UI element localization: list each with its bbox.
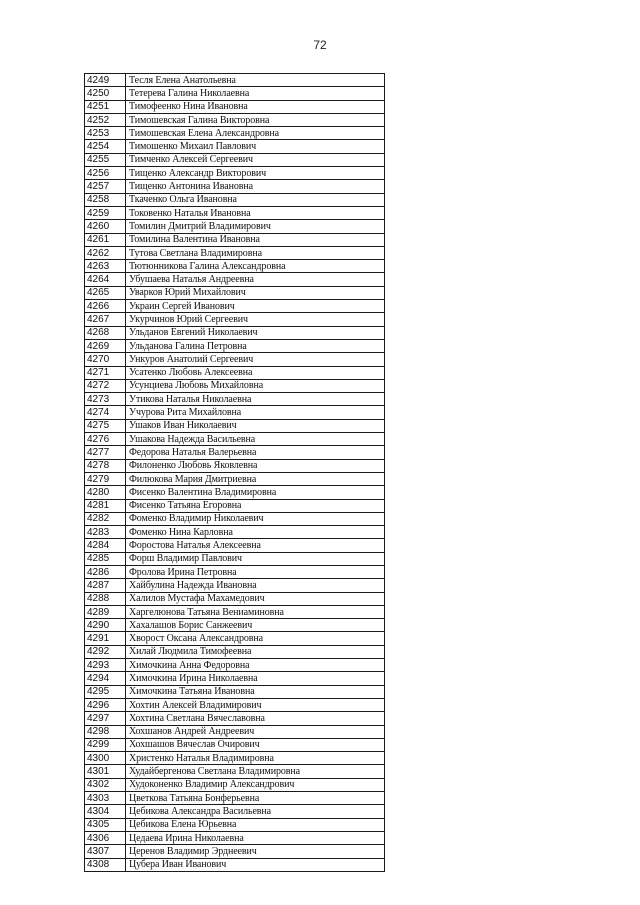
table-row (85, 180, 385, 193)
row-number: 4283 (85, 526, 126, 539)
page-number: 72 (313, 38, 327, 52)
row-number: 4295 (85, 685, 126, 698)
person-name: Тимофеенко Нина Ивановна (126, 100, 385, 113)
person-name: Усунциева Любовь Михайловна (126, 379, 385, 392)
table-row (85, 698, 385, 711)
table-row (85, 393, 385, 406)
table-row (85, 539, 385, 552)
person-name: Химочкина Татьяна Ивановна (126, 685, 385, 698)
table-row (85, 87, 385, 100)
table-row (85, 246, 385, 259)
row-number: 4296 (85, 698, 126, 711)
table-row (85, 286, 385, 299)
person-name: Ульданова Галина Петровна (126, 339, 385, 352)
row-number: 4259 (85, 206, 126, 219)
row-number: 4279 (85, 472, 126, 485)
row-number: 4294 (85, 672, 126, 685)
person-name: Харгелюнова Татьяна Вениаминовна (126, 605, 385, 618)
table-row (85, 486, 385, 499)
table-row (85, 339, 385, 352)
person-name: Убушаева Наталья Андреевна (126, 273, 385, 286)
person-name: Учурова Рита Михайловна (126, 406, 385, 419)
row-number: 4253 (85, 127, 126, 140)
person-name: Усатенко Любовь Алексеевна (126, 366, 385, 379)
person-name: Фоменко Владимир Николаевич (126, 512, 385, 525)
table-row (85, 113, 385, 126)
row-number: 4290 (85, 619, 126, 632)
person-name: Форостова Наталья Алексеевна (126, 539, 385, 552)
row-number: 4288 (85, 592, 126, 605)
person-name: Тесля Елена Анатольевна (126, 74, 385, 87)
person-name: Тетерева Галина Николаевна (126, 87, 385, 100)
row-number: 4255 (85, 153, 126, 166)
table-row (85, 738, 385, 751)
row-number: 4277 (85, 446, 126, 459)
table-row (85, 220, 385, 233)
person-name: Филоненко Любовь Яковлевна (126, 459, 385, 472)
table-row (85, 605, 385, 618)
row-number: 4251 (85, 100, 126, 113)
table-row (85, 685, 385, 698)
table-row (85, 579, 385, 592)
table-row (85, 206, 385, 219)
person-name: Химочкина Ирина Николаевна (126, 672, 385, 685)
person-name: Фисенко Валентина Владимировна (126, 486, 385, 499)
row-number: 4271 (85, 366, 126, 379)
table-row (85, 406, 385, 419)
person-name: Фролова Ирина Петровна (126, 565, 385, 578)
row-number: 4286 (85, 565, 126, 578)
table-row (85, 712, 385, 725)
row-number: 4274 (85, 406, 126, 419)
row-number: 4292 (85, 645, 126, 658)
table-row (85, 326, 385, 339)
row-number: 4280 (85, 486, 126, 499)
table-row (85, 512, 385, 525)
person-name: Тищенко Антонина Ивановна (126, 180, 385, 193)
row-number: 4260 (85, 220, 126, 233)
row-number: 4293 (85, 659, 126, 672)
person-name: Тимошенко Михаил Павлович (126, 140, 385, 153)
person-name: Токовенко Наталья Ивановна (126, 206, 385, 219)
person-name: Форш Владимир Павлович (126, 552, 385, 565)
person-name: Утикова Наталья Николаевна (126, 393, 385, 406)
person-name: Тимченко Алексей Сергеевич (126, 153, 385, 166)
person-name: Худоконенко Владимир Александрович (126, 778, 385, 791)
table-row (85, 818, 385, 831)
person-name: Христенко Наталья Владимировна (126, 752, 385, 765)
row-number: 4272 (85, 379, 126, 392)
person-name: Хахалашов Борис Санжеевич (126, 619, 385, 632)
row-number: 4258 (85, 193, 126, 206)
table-row (85, 459, 385, 472)
row-number: 4276 (85, 433, 126, 446)
row-number: 4275 (85, 419, 126, 432)
row-number: 4257 (85, 180, 126, 193)
person-name: Ушаков Иван Николаевич (126, 419, 385, 432)
table-row (85, 672, 385, 685)
row-number: 4289 (85, 605, 126, 618)
row-number: 4267 (85, 313, 126, 326)
person-name: Украин Сергей Иванович (126, 300, 385, 313)
row-number: 4284 (85, 539, 126, 552)
person-name: Тутова Светлана Владимировна (126, 246, 385, 259)
row-number: 4268 (85, 326, 126, 339)
table-row (85, 632, 385, 645)
person-name: Федорова Наталья Валерьевна (126, 446, 385, 459)
person-name: Ушакова Надежда Васильевна (126, 433, 385, 446)
person-name: Хохтина Светлана Вячеславовна (126, 712, 385, 725)
table-row (85, 592, 385, 605)
table-row (85, 74, 385, 87)
person-name: Химочкина Анна Федоровна (126, 659, 385, 672)
row-number: 4297 (85, 712, 126, 725)
table-row (85, 831, 385, 844)
person-name: Ункуров Анатолий Сергеевич (126, 353, 385, 366)
person-name: Укурчинов Юрий Сергеевич (126, 313, 385, 326)
name-list-table (84, 73, 385, 872)
row-number: 4308 (85, 858, 126, 871)
person-name: Ульданов Евгений Николаевич (126, 326, 385, 339)
row-number: 4291 (85, 632, 126, 645)
row-number: 4266 (85, 300, 126, 313)
table-row (85, 353, 385, 366)
person-name: Филюкова Мария Дмитриевна (126, 472, 385, 485)
person-name: Цебикова Елена Юрьевна (126, 818, 385, 831)
person-name: Томилина Валентина Ивановна (126, 233, 385, 246)
row-number: 4281 (85, 499, 126, 512)
table-row (85, 552, 385, 565)
person-name: Цедаева Ирина Николаевна (126, 831, 385, 844)
row-number: 4262 (85, 246, 126, 259)
row-number: 4256 (85, 167, 126, 180)
table-row (85, 100, 385, 113)
table-row (85, 805, 385, 818)
table-row (85, 526, 385, 539)
person-name: Тимошевская Елена Александровна (126, 127, 385, 140)
row-number: 4278 (85, 459, 126, 472)
person-name: Цебикова Александра Васильевна (126, 805, 385, 818)
table-row (85, 167, 385, 180)
row-number: 4252 (85, 113, 126, 126)
row-number: 4261 (85, 233, 126, 246)
row-number: 4249 (85, 74, 126, 87)
person-name: Церенов Владимир Эрднеевич (126, 845, 385, 858)
row-number: 4269 (85, 339, 126, 352)
person-name: Тимошевская Галина Викторовна (126, 113, 385, 126)
person-name: Худайбергенова Светлана Владимировна (126, 765, 385, 778)
table-row (85, 193, 385, 206)
person-name: Цубера Иван Иванович (126, 858, 385, 871)
person-name: Хохшанов Андрей Андреевич (126, 725, 385, 738)
row-number: 4265 (85, 286, 126, 299)
person-name: Фисенко Татьяна Егоровна (126, 499, 385, 512)
row-number: 4250 (85, 87, 126, 100)
table-row (85, 300, 385, 313)
table-row (85, 472, 385, 485)
person-name: Ткаченко Ольга Ивановна (126, 193, 385, 206)
row-number: 4305 (85, 818, 126, 831)
table-row (85, 565, 385, 578)
table-row (85, 127, 385, 140)
person-name: Томилин Дмитрий Владимирович (126, 220, 385, 233)
table-row (85, 446, 385, 459)
person-name: Хилай Людмила Тимофеевна (126, 645, 385, 658)
row-number: 4270 (85, 353, 126, 366)
person-name: Хайбулина Надежда Ивановна (126, 579, 385, 592)
row-number: 4264 (85, 273, 126, 286)
table-row (85, 153, 385, 166)
table-row (85, 659, 385, 672)
table-row (85, 499, 385, 512)
table-row (85, 752, 385, 765)
row-number: 4301 (85, 765, 126, 778)
row-number: 4303 (85, 792, 126, 805)
table-row (85, 725, 385, 738)
person-name: Цветкова Татьяна Бонферьевна (126, 792, 385, 805)
table-row (85, 233, 385, 246)
row-number: 4282 (85, 512, 126, 525)
row-number: 4298 (85, 725, 126, 738)
table-row (85, 379, 385, 392)
table-row (85, 619, 385, 632)
table-body (85, 74, 385, 872)
table-row (85, 765, 385, 778)
table-row (85, 778, 385, 791)
row-number: 4304 (85, 805, 126, 818)
table-row (85, 366, 385, 379)
table-row (85, 645, 385, 658)
row-number: 4307 (85, 845, 126, 858)
row-number: 4263 (85, 260, 126, 273)
table-row (85, 260, 385, 273)
person-name: Тютюнникова Галина Александровна (126, 260, 385, 273)
row-number: 4306 (85, 831, 126, 844)
row-number: 4287 (85, 579, 126, 592)
person-name: Фоменко Нина Карловна (126, 526, 385, 539)
table-row (85, 313, 385, 326)
table-row (85, 273, 385, 286)
person-name: Хворост Оксана Александровна (126, 632, 385, 645)
person-name: Халилов Мустафа Махамедович (126, 592, 385, 605)
table-row (85, 433, 385, 446)
row-number: 4273 (85, 393, 126, 406)
row-number: 4300 (85, 752, 126, 765)
table-row (85, 792, 385, 805)
table-row (85, 419, 385, 432)
person-name: Тищенко Александр Викторович (126, 167, 385, 180)
row-number: 4302 (85, 778, 126, 791)
row-number: 4299 (85, 738, 126, 751)
table-row (85, 140, 385, 153)
table-row (85, 845, 385, 858)
person-name: Хохшашов Вячеслав Очирович (126, 738, 385, 751)
person-name: Уварков Юрий Михайлович (126, 286, 385, 299)
row-number: 4285 (85, 552, 126, 565)
table-row (85, 858, 385, 871)
person-name: Хохтин Алексей Владимирович (126, 698, 385, 711)
row-number: 4254 (85, 140, 126, 153)
